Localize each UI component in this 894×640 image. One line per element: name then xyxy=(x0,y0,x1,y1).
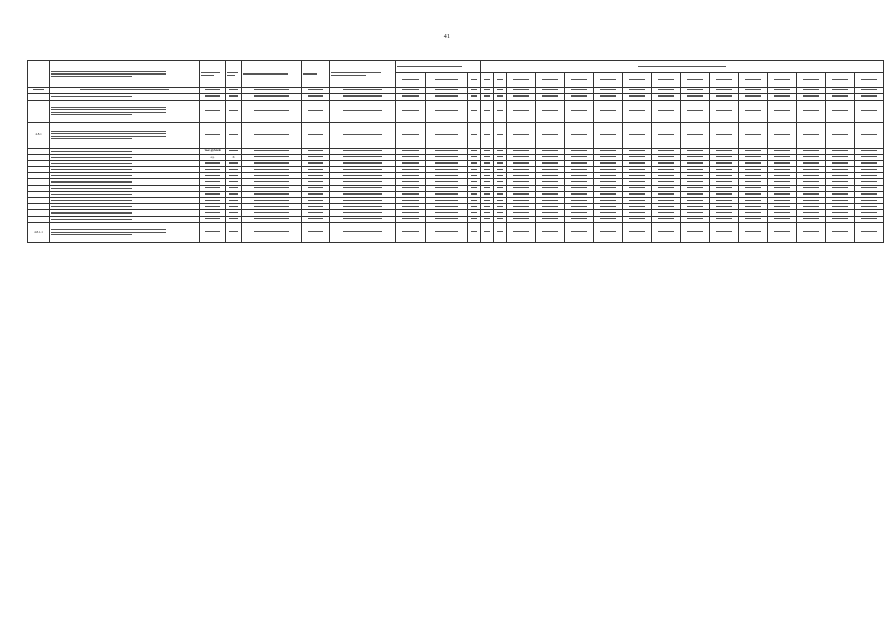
row-value xyxy=(565,93,594,100)
row-value xyxy=(242,122,302,148)
subheader-cell xyxy=(768,73,797,88)
row-value xyxy=(797,222,826,242)
row-unit xyxy=(200,93,226,100)
row-code xyxy=(28,93,50,100)
row-value xyxy=(826,222,855,242)
row-name xyxy=(50,122,200,148)
subheader-cell xyxy=(507,73,536,88)
subheader-cell xyxy=(565,73,594,88)
row-value xyxy=(330,122,396,148)
row-value xyxy=(739,222,768,242)
row-value xyxy=(652,100,681,122)
row-code xyxy=(28,100,50,122)
row-value xyxy=(426,100,468,122)
row-value xyxy=(330,100,396,122)
row-value xyxy=(302,222,330,242)
table-row xyxy=(28,93,884,100)
header-coefficient xyxy=(226,61,242,88)
subheader-cell xyxy=(468,73,481,88)
row-value xyxy=(594,222,623,242)
header-responsible xyxy=(330,61,396,88)
row-name xyxy=(50,222,200,242)
row-value xyxy=(826,93,855,100)
row-value xyxy=(494,93,507,100)
subheader-cell xyxy=(681,73,710,88)
row-value xyxy=(507,122,536,148)
row-value xyxy=(681,222,710,242)
row-unit: ед. xyxy=(200,154,226,160)
row-value xyxy=(739,122,768,148)
header-name xyxy=(50,61,200,88)
subheader-cell xyxy=(536,73,565,88)
row-value xyxy=(855,222,884,242)
row-value xyxy=(855,93,884,100)
row-value xyxy=(481,222,494,242)
row-value xyxy=(494,222,507,242)
row-value xyxy=(426,222,468,242)
row-value xyxy=(739,93,768,100)
row-value xyxy=(623,122,652,148)
row-value xyxy=(710,122,739,148)
header-period xyxy=(302,61,330,88)
row-value xyxy=(242,93,302,100)
row-value xyxy=(826,122,855,148)
subheader-cell xyxy=(739,73,768,88)
row-value xyxy=(481,122,494,148)
row-coefficient: X xyxy=(226,154,242,160)
row-value xyxy=(623,100,652,122)
subheader-cell xyxy=(623,73,652,88)
row-value xyxy=(507,93,536,100)
row-value xyxy=(652,222,681,242)
subheader-cell xyxy=(826,73,855,88)
row-value xyxy=(242,100,302,122)
row-value xyxy=(396,93,426,100)
row-value xyxy=(768,100,797,122)
subheader-cell xyxy=(396,73,426,88)
row-value xyxy=(426,122,468,148)
row-coefficient xyxy=(226,100,242,122)
row-value xyxy=(855,100,884,122)
row-value xyxy=(768,222,797,242)
row-value xyxy=(330,222,396,242)
row-value xyxy=(536,93,565,100)
row-value xyxy=(396,222,426,242)
row-value xyxy=(396,100,426,122)
row-value xyxy=(826,100,855,122)
row-value xyxy=(468,122,481,148)
row-value xyxy=(681,93,710,100)
table-row xyxy=(28,100,884,122)
row-value xyxy=(710,100,739,122)
subheader-cell xyxy=(426,73,468,88)
program-report-table xyxy=(27,60,884,243)
row-value xyxy=(623,93,652,100)
subheader-cell xyxy=(494,73,507,88)
row-value xyxy=(768,93,797,100)
row-value xyxy=(494,122,507,148)
header-budget-classification xyxy=(396,61,481,73)
subheader-cell xyxy=(594,73,623,88)
row-value xyxy=(242,222,302,242)
row-value xyxy=(481,100,494,122)
table-row xyxy=(28,222,884,242)
row-name xyxy=(50,93,200,100)
row-coefficient xyxy=(226,122,242,148)
row-value xyxy=(302,93,330,100)
subheader-cell xyxy=(652,73,681,88)
row-value xyxy=(710,222,739,242)
row-value xyxy=(507,222,536,242)
row-value xyxy=(652,93,681,100)
row-value xyxy=(302,100,330,122)
row-value xyxy=(330,93,396,100)
subheader-cell xyxy=(797,73,826,88)
row-value xyxy=(426,93,468,100)
row-value xyxy=(468,100,481,122)
row-unit: тыс.рублей xyxy=(200,148,226,154)
header-no xyxy=(28,61,50,88)
row-value xyxy=(681,100,710,122)
row-value xyxy=(481,93,494,100)
subheader-cell xyxy=(710,73,739,88)
row-value xyxy=(623,222,652,242)
row-coefficient xyxy=(226,93,242,100)
row-value xyxy=(855,122,884,148)
row-coefficient xyxy=(226,222,242,242)
row-value xyxy=(739,100,768,122)
row-value xyxy=(396,122,426,148)
row-value xyxy=(536,122,565,148)
row-value xyxy=(681,122,710,148)
row-value xyxy=(797,93,826,100)
row-value xyxy=(536,222,565,242)
row-value xyxy=(565,100,594,122)
page-number: 41 xyxy=(443,34,451,40)
header-unit xyxy=(200,61,226,88)
row-unit xyxy=(200,100,226,122)
row-name xyxy=(50,100,200,122)
subheader-cell xyxy=(855,73,884,88)
row-value xyxy=(594,100,623,122)
row-value xyxy=(494,100,507,122)
row-unit xyxy=(200,122,226,148)
row-value xyxy=(507,100,536,122)
row-value xyxy=(302,122,330,148)
row-value xyxy=(652,122,681,148)
row-value xyxy=(536,100,565,122)
table-header-row xyxy=(28,61,884,73)
subheader-cell xyxy=(481,73,494,88)
row-value xyxy=(768,122,797,148)
table-row xyxy=(28,122,884,148)
row-value xyxy=(594,122,623,148)
row-value xyxy=(797,100,826,122)
row-code: 4.8.1 xyxy=(28,122,50,148)
row-unit xyxy=(200,222,226,242)
row-value xyxy=(565,122,594,148)
row-value xyxy=(710,93,739,100)
row-value xyxy=(468,222,481,242)
row-value xyxy=(565,222,594,242)
row-value xyxy=(797,122,826,148)
row-code: 4.8.1.1 xyxy=(28,222,50,242)
header-method xyxy=(242,61,302,88)
row-value xyxy=(468,93,481,100)
row-value xyxy=(594,93,623,100)
header-values-by-year xyxy=(481,61,884,73)
